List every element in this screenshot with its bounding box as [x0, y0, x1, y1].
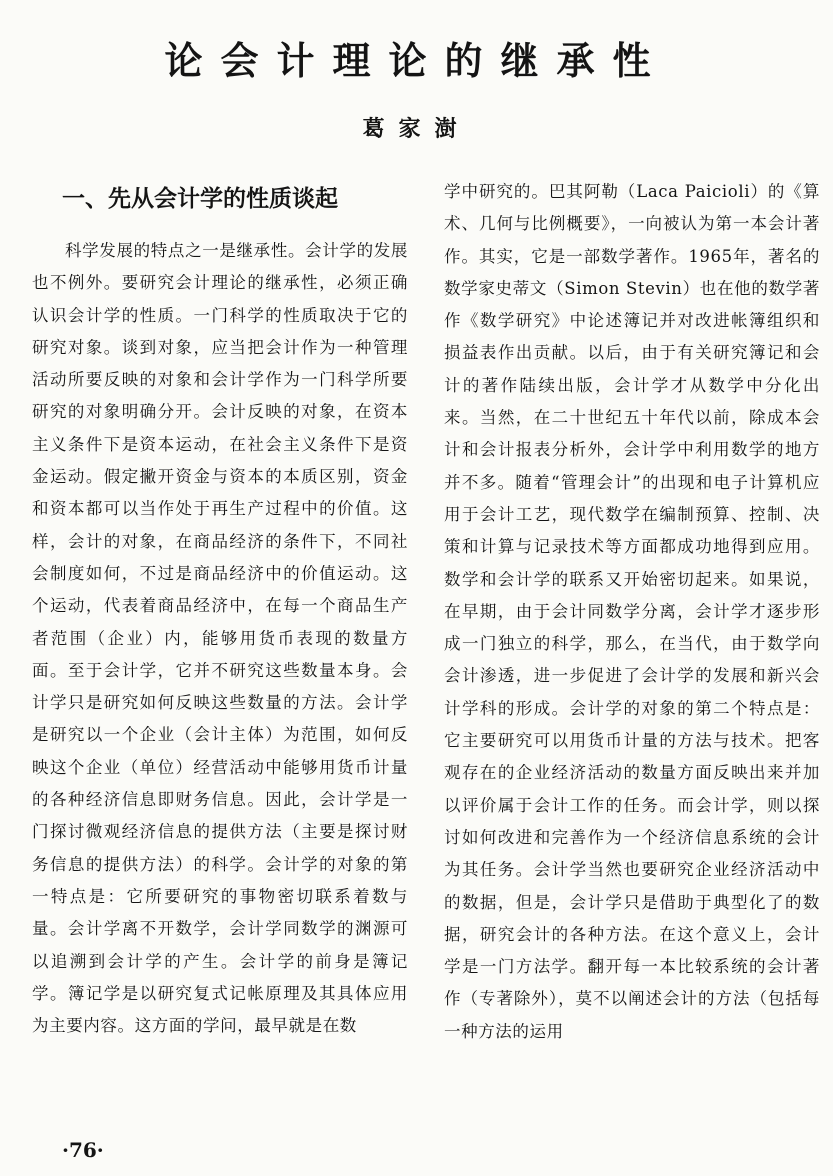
- right-column: [444, 176, 820, 1048]
- right-column-paragraph: 学中研究的。巴其阿勒（Laca Paicioli）的《算术、几何与比例概要》，一向被认为第一本会计著作。其实，它是一部数学著作。1965年，著名的数学家史蒂文（Simon Stevin）也在他的数学著作《数学研究》中论述簿记并对改进帐簿组织和损益表作出贡献。以后，由于有关研究簿记和会计的著作陆续出版，会计学才从数学中分化出来。当然，在二十世纪五十年代以前，除成本会计和会计报表分析外，会计学中利用数学的地方并不多。随着“管理会计”的出现和电子计算机应用于会计工艺，现代数学在编制预算、控制、决策和计算与记录技术等方面都成功地得到应用。数学和会计学的联系又开始密切起来。如果说，在早期，由于会计同数学分离，会计学才逐步形成一门独立的科学，那么，在当代，由于数学向会计渗透，进一步促进了会计学的发展和新兴会计学科的形成。会计学的对象的第二个特点是：它主要研究可以用货币计量的方法与技术。把客观存在的企业经济活动的数量方面反映出来并加以评价属于会计工作的任务。而会计学，则以探讨如何改进和完善作为一个经济信息系统的会计为其任务。会计学当然也要研究企业经济活动中的数据，但是，会计学只是借助于典型化了的数据，研究会计的各种方法。在这个意义上，会计学是一门方法学。翻开每一本比较系统的会计著作（专著除外），莫不以阐述会计的方法（包括每一种方法的运用: [444, 182, 820, 1041]
- left-column: [32, 172, 408, 1042]
- article-author: 葛家澍: [362, 116, 471, 142]
- left-column-paragraph: 科学发展的特点之一是继承性。会计学的发展也不例外。要研究会计理论的继承性，必须正确认识会计学的性质。一门科学的性质取决于它的研究对象。谈到对象，应当把会计作为一种管理活动所要反映的对象和会计学作为一门科学所要研究的对象明确分开。会计反映的对象，在资本主义条件下是资本运动，在社会主义条件下是资金运动。假定撇开资金与资本的本质区别，资金和资本都可以当作处于再生产过程中的价值。这样，会计的对象，在商品经济的条件下，不同社会制度如何，不过是商品经济中的价值运动。这个运动，代表着商品经济中，在每一个商品生产者范围（企业）内，能够用货币表现的数量方面。至于会计学，它并不研究这些数量本身。会计学只是研究如何反映这些数量的方法。会计学是研究以一个企业（会计主体）为范围，如何反映这个企业（单位）经营活动中能够用货币计量的各种经济信息即财务信息。因此，会计学是一门探讨微观经济信息的提供方法（主要是探讨财务信息的提供方法）的科学。会计学的对象的第一特点是：它所要研究的事物密切联系着数与量。会计学离不开数学，会计学同数学的渊源可以追溯到会计学的产生。会计学的前身是簿记学。簿记学是以研究复式记帐原理及其具体应用为主要内容。这方面的学问，最早就是在数: [32, 241, 408, 1036]
- article-title: 论会计理论的继承性: [164, 39, 669, 83]
- section-heading: 一、先从会计学的性质谈起: [62, 186, 338, 212]
- page-number: ·76·: [62, 1138, 104, 1162]
